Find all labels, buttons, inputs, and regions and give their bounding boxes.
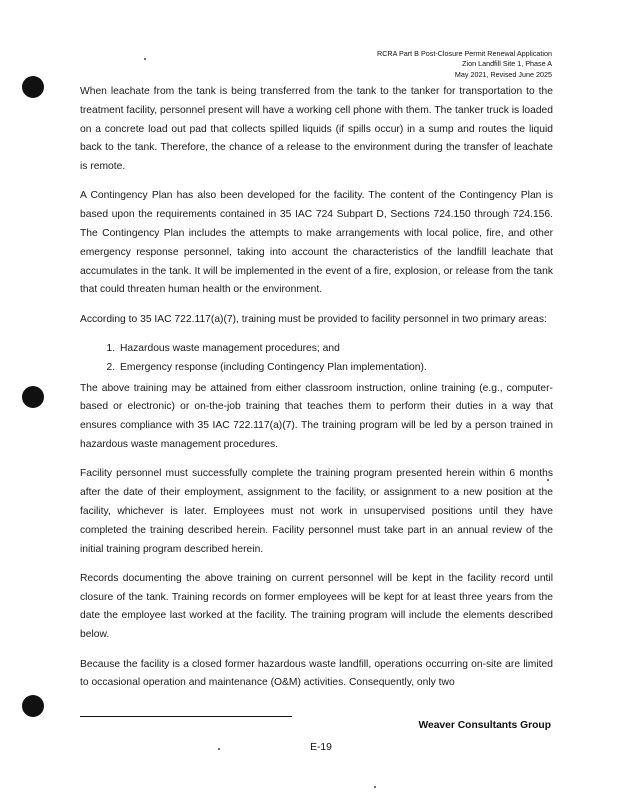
binder-hole-bottom <box>22 695 44 717</box>
binder-hole-middle <box>22 386 44 408</box>
paragraph-training-methods: The above training may be attained from either classroom instruction, online training (e.g., computer-based or electronic) or on-the-job training that teaches them to perform their duties in a way that ensures compliance with 35 IAC 722.117(a)(7). The training program will be led by a person trained in hazardous waste management procedures. <box>80 382 553 451</box>
page-number: E-19 <box>310 742 332 753</box>
paragraph-training-deadline: Facility personnel must successfully complete the training program presented herein within 6 months after the date of their employment, assignment to the facility, or assignment to a new position at the facility, whichever is later. Employees must not work in unsupervised positions until they have completed the training described herein. Facility personnel must take part in an annual review of the initial training program described herein. <box>80 468 553 555</box>
training-areas-list <box>80 340 553 378</box>
header-site-name: Zion Landfill Site 1, Phase A <box>462 59 552 69</box>
list-item: 1. Hazardous waste management procedures; and <box>118 340 553 359</box>
scan-speck <box>374 786 376 788</box>
binder-hole-top <box>22 76 44 98</box>
paragraph-facility-operations: Because the facility is a closed former hazardous waste landfill, operations occurring on-site are limited to occasional operation and maintenance (O&M) activities. Consequently, only two <box>80 658 553 689</box>
footer-company-name: Weaver Consultants Group <box>418 720 551 731</box>
document-header <box>377 49 552 80</box>
list-item: 2. Emergency response (including Contingency Plan implementation). <box>118 359 553 378</box>
paragraph-contingency-plan: A Contingency Plan has also been developed for the facility. The content of the Contingency Plan is based upon the requirements contained in 35 IAC 724 Subpart D, Sections 724.150 through 724.156. The Contingency Plan includes the attempts to make arrangements with local police, fire, and other emergency response personnel, taking into account the characteristics of the landfill leachate that accumulates in the tank. It will be implemented in the event of a fire, explosion, or release from the tank that could threaten human health or the environment. <box>80 190 553 296</box>
document-body <box>80 83 553 704</box>
footer-divider <box>80 716 292 717</box>
paragraph-leachate-transfer: When leachate from the tank is being transferred from the tank to the tanker for transportation to the treatment facility, personnel present will have a working cell phone with them. The tanker truck is loaded on a concrete load out pad that collects spilled liquids (if spills occur) in a sump and routes the liquid back to the tank. Therefore, the chance of a release to the environment during the transfer of leachate is remote. <box>80 86 553 173</box>
header-permit-title: RCRA Part B Post-Closure Permit Renewal Application <box>377 49 552 58</box>
paragraph-training-records: Records documenting the above training on current personnel will be kept in the facility record until closure of the tank. Training records on former employees will be kept for at least three years from the date the employee last worked at the facility. The training program will include the elements described below. <box>80 572 553 641</box>
header-date: May 2021, Revised June 2025 <box>454 69 552 79</box>
scan-speck <box>144 58 146 60</box>
paragraph-training-requirement: According to 35 IAC 722.117(a)(7), training must be provided to facility personnel in two primary areas: <box>80 313 547 325</box>
